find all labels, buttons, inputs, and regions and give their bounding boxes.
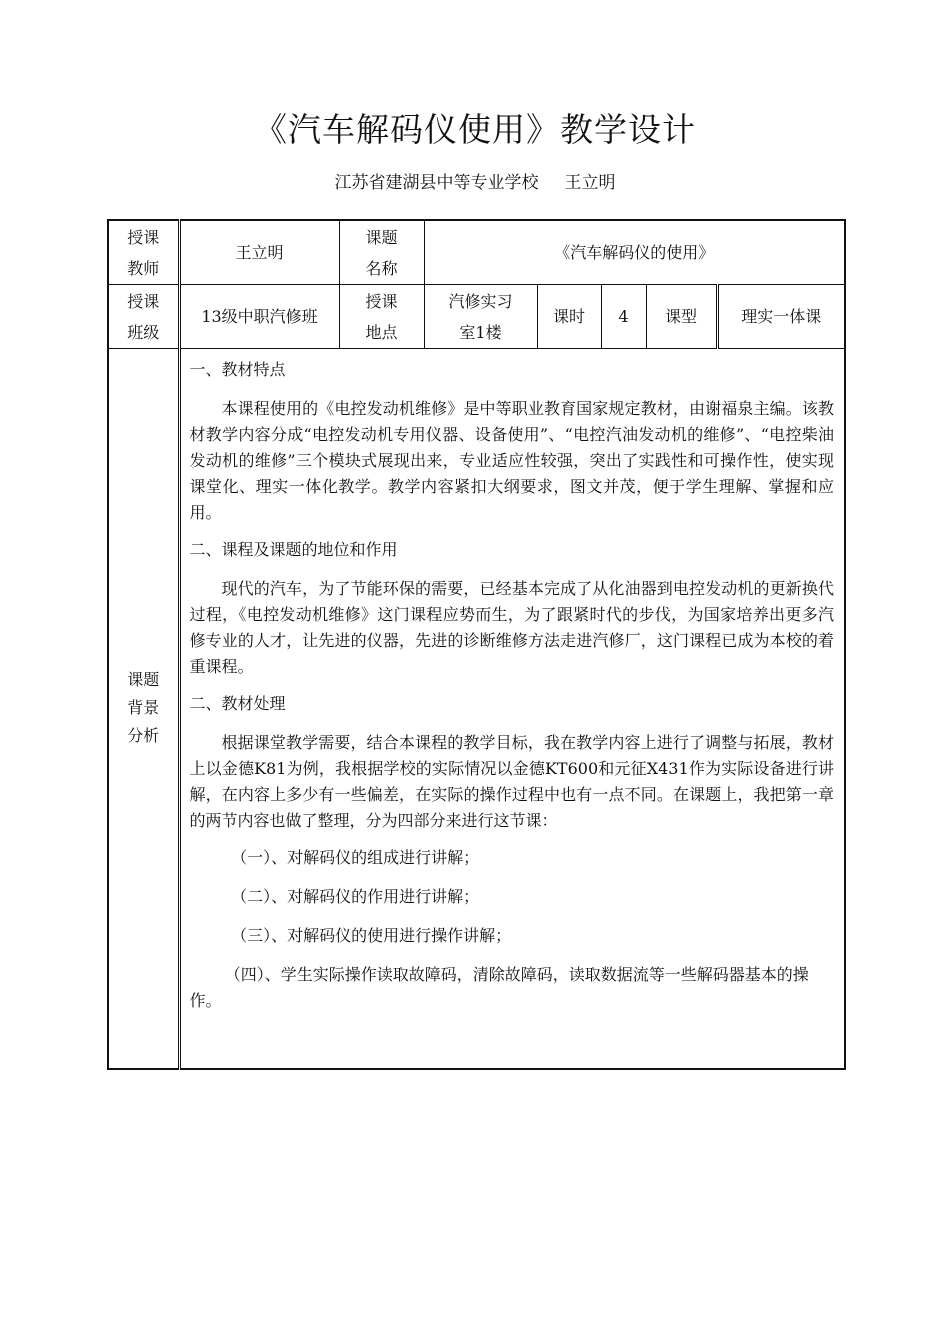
place-value-cell — [424, 285, 537, 349]
section2-heading: 二、课程及课题的地位和作用 — [189, 540, 398, 559]
school-name: 江苏省建湖县中等专业学校 — [334, 173, 539, 193]
document-title: 《汽车解码仪使用》教学设计 — [254, 110, 696, 149]
document-subtitle — [0, 168, 950, 193]
list-item: （二）、对解码仪的作用进行讲解； — [231, 887, 480, 906]
background-content-cell — [179, 349, 845, 1070]
teacher-label-line2: 教师 — [127, 258, 160, 278]
type-value-cell — [717, 285, 845, 349]
section3-heading: 二、教材处理 — [189, 694, 286, 713]
teacher-value-cell — [179, 220, 339, 285]
hours-label-cell — [537, 285, 601, 349]
background-label-line2: 背景 — [127, 698, 160, 717]
place-label-line1: 授课 — [365, 291, 398, 311]
class-label-line2: 班级 — [127, 322, 160, 342]
section3-text: 根据课堂教学需要，结合本课程的教学目标，我在教学内容上进行了调整与拓展，教材上以金德K81为例，我根据学校的实际情况以金德KT600和元征X431作为实际设备进行讲解，在内容上多少有一些偏差，在实际的操作过程中也有一点不同。在课题上，我把第一章的两节内容也做了整理，分为四部分来进行这节课： — [189, 733, 835, 830]
table-row-class — [108, 285, 845, 349]
place-value-line2: 室1楼 — [459, 322, 502, 342]
table-row-background — [108, 349, 845, 1070]
background-label-line3: 分析 — [127, 726, 160, 745]
topic-label-line1: 课题 — [365, 227, 398, 247]
class-label-line1: 授课 — [127, 291, 160, 311]
topic-value: 《汽车解码仪的使用》 — [554, 243, 715, 262]
section1-heading: 一、教材特点 — [189, 360, 286, 379]
teacher-value: 王立明 — [235, 243, 284, 262]
type-label-cell — [646, 285, 717, 349]
background-label-line1: 课题 — [127, 670, 160, 689]
type-label: 课型 — [664, 307, 697, 326]
list-item: （三）、对解码仪的使用进行操作讲解； — [231, 926, 512, 945]
class-label-cell — [108, 285, 179, 349]
place-label-line2: 地点 — [365, 322, 398, 342]
list-item: （四）、学生实际操作读取故障码，清除故障码，读取数据流等一些解码器基本的操作。 — [189, 965, 809, 1010]
place-value-line1: 汽修实习 — [448, 291, 513, 311]
hours-label: 课时 — [552, 307, 585, 326]
topic-label-cell — [339, 220, 424, 285]
class-value: 13级中职汽修班 — [201, 307, 318, 326]
type-value: 理实一体课 — [741, 307, 822, 326]
author-name: 王立明 — [564, 173, 616, 193]
section1-text: 本课程使用的《电控发动机维修》是中等职业教育国家规定教材，由谢福泉主编。该教材教学内容分成“电控发动机专用仪器、设备使用”、“电控汽油发动机的维修”、“电控柴油发动机的维修”三个模块式展现出来，专业适应性较强，突出了实践性和可操作性，使实现课堂化、理实一体化教学。教学内容紧扣大纲要求，图文并茂，便于学生理解、掌握和应用。 — [189, 399, 835, 522]
table-row-teacher — [108, 220, 845, 285]
hours-value: 4 — [618, 307, 629, 326]
list-item: （一）、对解码仪的组成进行讲解； — [231, 848, 480, 867]
place-label-cell — [339, 285, 424, 349]
background-label-cell — [108, 349, 179, 1070]
topic-label-line2: 名称 — [365, 258, 398, 278]
topic-value-cell — [424, 220, 845, 285]
teacher-label-line1: 授课 — [127, 227, 160, 247]
teacher-label-cell — [108, 220, 179, 285]
lesson-info-table — [107, 219, 846, 1070]
class-value-cell — [179, 285, 339, 349]
hours-value-cell — [601, 285, 646, 349]
section2-text: 现代的汽车，为了节能环保的需要，已经基本完成了从化油器到电控发动机的更新换代过程，《电控发动机维修》这门课程应势而生，为了跟紧时代的步伐，为国家培养出更多汽修专业的人才，让先进的仪器，先进的诊断维修方法走进汽修厂，这门课程已成为本校的着重课程。 — [189, 579, 835, 676]
